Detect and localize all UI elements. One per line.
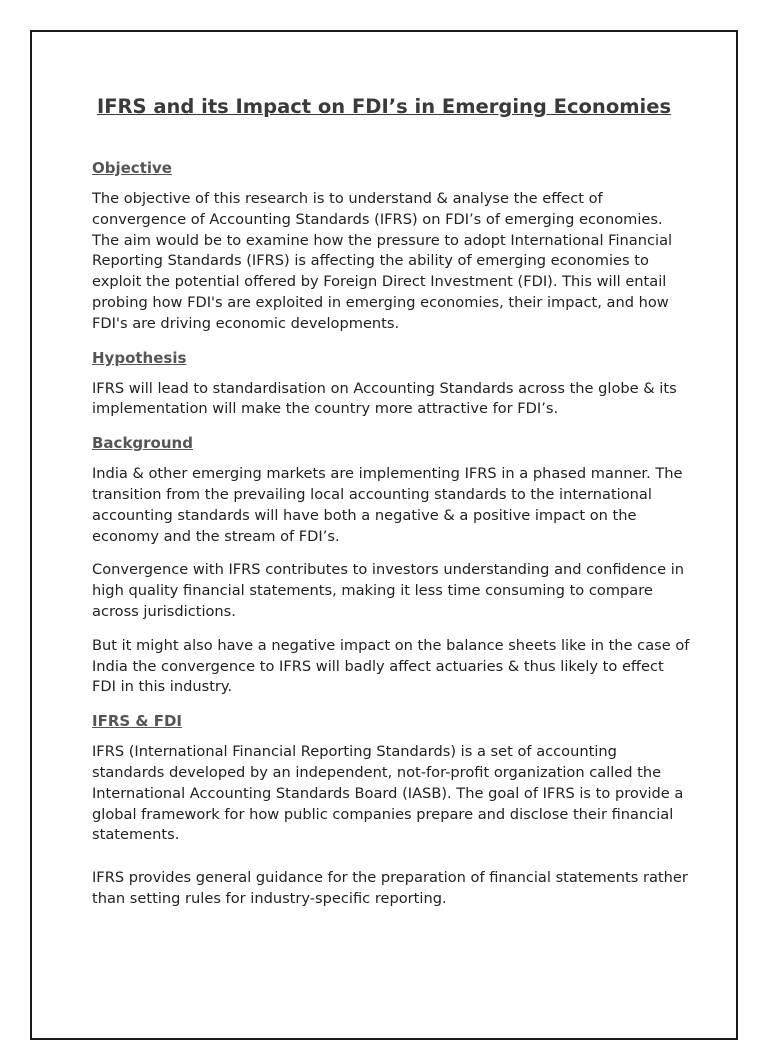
section-heading-ifrs-fdi: IFRS & FDI <box>92 712 182 731</box>
section-heading-objective: Objective <box>92 159 172 177</box>
background-paragraph-2: Convergence with IFRS contributes to investors understanding and confidence in high quality financial statements, making it less time consuming to compare across jurisdictions. <box>92 561 684 620</box>
objective-paragraph: The objective of this research is to understand & analyse the effect of convergence of Accounting Standards (IFRS) on FDI’s of emerging economies. The aim would be to examine how the pressure to adopt International Financial Reporting Standards (IFRS) is affecting the ability of emerging economies to exploit the potential offered by Foreign Direct Investment (FDI). This will entail probing how FDI's are exploited in emerging economies, their impact, and how FDI's are driving economic developments. <box>92 190 673 332</box>
section-heading-hypothesis: Hypothesis <box>92 348 187 367</box>
document-body <box>92 158 692 923</box>
ifrs-fdi-paragraph-1: IFRS (International Financial Reporting Standards) is a set of accounting standards developed by an independent, not-for-profit organization called the International Accounting Standards Board (IASB). The goal of IFRS is to provide a global framework for how public companies prepare and disclose their financial statements. <box>92 743 684 844</box>
hypothesis-paragraph: IFRS will lead to standardisation on Accounting Standards across the globe & its implementation will make the country more attractive for FDI’s. <box>92 379 677 418</box>
document-title: IFRS and its Impact on FDI’s in Emerging Economies <box>96 95 672 118</box>
background-paragraph-1: India & other emerging markets are implementing IFRS in a phased manner. The transition from the prevailing local accounting standards to the international accounting standards will have both a negative & a positive impact on the economy and the stream of FDI’s. <box>92 465 683 545</box>
section-heading-background: Background <box>92 434 193 453</box>
ifrs-fdi-paragraph-2: IFRS provides general guidance for the preparation of financial statements rather than setting rules for industry-specific reporting. <box>92 869 688 907</box>
background-paragraph-3: But it might also have a negative impact on the balance sheets like in the case of India the convergence to IFRS will badly affect actuaries & thus likely to effect FDI in this industry. <box>92 636 690 696</box>
